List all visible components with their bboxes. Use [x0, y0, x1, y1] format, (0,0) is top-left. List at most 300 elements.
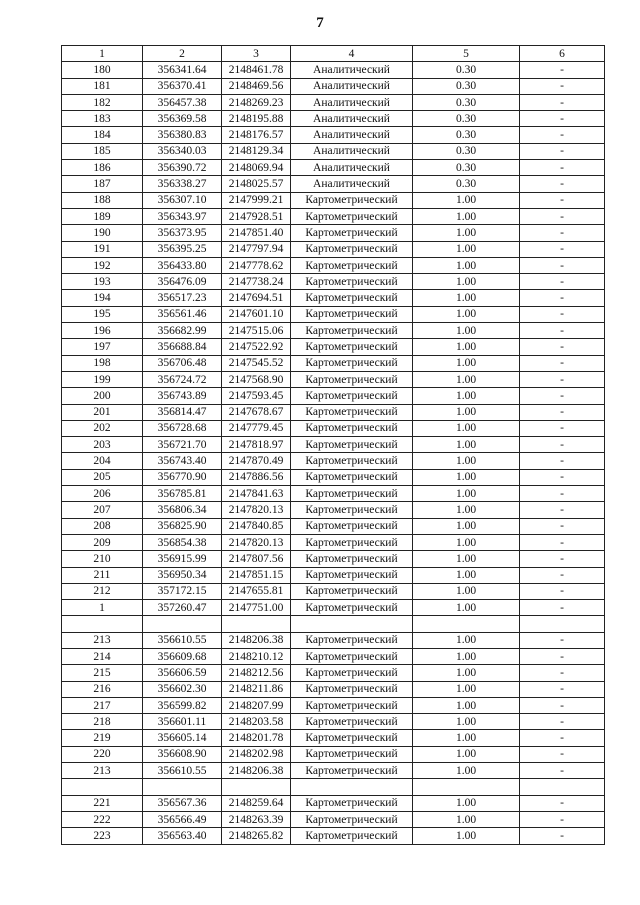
- point-number-cell: 185: [62, 143, 143, 159]
- accuracy-cell: 1.00: [413, 192, 520, 208]
- x-coordinate-cell: 356806.34: [143, 502, 222, 518]
- y-coordinate-cell: 2148269.23: [222, 94, 291, 110]
- y-coordinate-cell: 2148025.57: [222, 176, 291, 192]
- x-coordinate-cell: 356343.97: [143, 208, 222, 224]
- y-coordinate-cell: 2148195.88: [222, 111, 291, 127]
- table-row: [62, 811, 605, 827]
- note-cell: -: [520, 62, 605, 78]
- method-cell: Картометрический: [291, 534, 413, 550]
- y-coordinate-cell: 2148212.56: [222, 665, 291, 681]
- y-coordinate-cell: 2147840.85: [222, 518, 291, 534]
- point-number-cell: 220: [62, 746, 143, 762]
- x-coordinate-cell: 356307.10: [143, 192, 222, 208]
- y-coordinate-cell: 2147818.97: [222, 437, 291, 453]
- x-coordinate-cell: 356721.70: [143, 437, 222, 453]
- note-cell: -: [520, 306, 605, 322]
- point-number-cell: 203: [62, 437, 143, 453]
- point-number-cell: 222: [62, 811, 143, 827]
- accuracy-cell: 1.00: [413, 534, 520, 550]
- note-cell: -: [520, 518, 605, 534]
- method-cell: Аналитический: [291, 111, 413, 127]
- note-cell: -: [520, 404, 605, 420]
- x-coordinate-cell: 356682.99: [143, 323, 222, 339]
- table-row: [62, 632, 605, 648]
- x-coordinate-cell: 356517.23: [143, 290, 222, 306]
- y-coordinate-cell: 2148203.58: [222, 714, 291, 730]
- note-cell: -: [520, 828, 605, 844]
- x-coordinate-cell: 356608.90: [143, 746, 222, 762]
- table-row: [62, 746, 605, 762]
- point-number-cell: 206: [62, 486, 143, 502]
- method-cell: Аналитический: [291, 78, 413, 94]
- table-row: [62, 323, 605, 339]
- accuracy-cell: 1.00: [413, 306, 520, 322]
- accuracy-cell: 1.00: [413, 730, 520, 746]
- note-cell: -: [520, 176, 605, 192]
- point-number-cell: 200: [62, 388, 143, 404]
- accuracy-cell: 0.30: [413, 62, 520, 78]
- x-coordinate-cell: 356915.99: [143, 551, 222, 567]
- note-cell: -: [520, 127, 605, 143]
- accuracy-cell: 1.00: [413, 648, 520, 664]
- note-cell: -: [520, 469, 605, 485]
- table-row: [62, 241, 605, 257]
- point-number-cell: 208: [62, 518, 143, 534]
- table-row: [62, 616, 605, 632]
- note-cell: -: [520, 111, 605, 127]
- method-cell: Картометрический: [291, 632, 413, 648]
- point-number-cell: 190: [62, 225, 143, 241]
- note-cell: -: [520, 730, 605, 746]
- x-coordinate-cell: 356476.09: [143, 274, 222, 290]
- y-coordinate-cell: 2148201.78: [222, 730, 291, 746]
- y-coordinate-cell: 2147807.56: [222, 551, 291, 567]
- accuracy-cell: 1.00: [413, 486, 520, 502]
- coordinates-table: [61, 45, 605, 845]
- point-number-cell: 1: [62, 600, 143, 616]
- table-row: [62, 111, 605, 127]
- x-coordinate-cell: 356605.14: [143, 730, 222, 746]
- x-coordinate-cell: 356341.64: [143, 62, 222, 78]
- x-coordinate-cell: 356606.59: [143, 665, 222, 681]
- method-cell: Картометрический: [291, 811, 413, 827]
- method-cell: [291, 616, 413, 632]
- accuracy-cell: 1.00: [413, 290, 520, 306]
- note-cell: -: [520, 437, 605, 453]
- x-coordinate-cell: [143, 779, 222, 795]
- point-number-cell: 211: [62, 567, 143, 583]
- method-cell: Картометрический: [291, 192, 413, 208]
- table-row: [62, 127, 605, 143]
- method-cell: Картометрический: [291, 681, 413, 697]
- table-row: [62, 648, 605, 664]
- accuracy-cell: 1.00: [413, 632, 520, 648]
- note-cell: -: [520, 567, 605, 583]
- table-row: [62, 697, 605, 713]
- column-header-2: 2: [143, 46, 222, 62]
- y-coordinate-cell: 2147841.63: [222, 486, 291, 502]
- method-cell: Картометрический: [291, 371, 413, 387]
- point-number-cell: 221: [62, 795, 143, 811]
- y-coordinate-cell: 2147593.45: [222, 388, 291, 404]
- table-row: [62, 600, 605, 616]
- table-row: [62, 665, 605, 681]
- point-number-cell: 183: [62, 111, 143, 127]
- x-coordinate-cell: 356743.89: [143, 388, 222, 404]
- accuracy-cell: 1.00: [413, 567, 520, 583]
- point-number-cell: [62, 616, 143, 632]
- note-cell: -: [520, 811, 605, 827]
- method-cell: Аналитический: [291, 143, 413, 159]
- y-coordinate-cell: [222, 616, 291, 632]
- x-coordinate-cell: 356369.58: [143, 111, 222, 127]
- method-cell: Картометрический: [291, 225, 413, 241]
- column-header-4: 4: [291, 46, 413, 62]
- method-cell: Картометрический: [291, 583, 413, 599]
- accuracy-cell: 1.00: [413, 469, 520, 485]
- note-cell: -: [520, 681, 605, 697]
- x-coordinate-cell: 356854.38: [143, 534, 222, 550]
- x-coordinate-cell: 356728.68: [143, 420, 222, 436]
- accuracy-cell: 1.00: [413, 371, 520, 387]
- y-coordinate-cell: 2147751.00: [222, 600, 291, 616]
- note-cell: [520, 616, 605, 632]
- note-cell: -: [520, 94, 605, 110]
- y-coordinate-cell: 2147655.81: [222, 583, 291, 599]
- accuracy-cell: 1.00: [413, 339, 520, 355]
- x-coordinate-cell: 356609.68: [143, 648, 222, 664]
- table-row: [62, 795, 605, 811]
- y-coordinate-cell: 2148206.38: [222, 632, 291, 648]
- point-number-cell: 197: [62, 339, 143, 355]
- y-coordinate-cell: 2147738.24: [222, 274, 291, 290]
- accuracy-cell: 1.00: [413, 763, 520, 779]
- table-row: [62, 502, 605, 518]
- y-coordinate-cell: 2148210.12: [222, 648, 291, 664]
- x-coordinate-cell: 356566.49: [143, 811, 222, 827]
- table-row: [62, 437, 605, 453]
- table-row: [62, 225, 605, 241]
- y-coordinate-cell: 2147870.49: [222, 453, 291, 469]
- note-cell: -: [520, 665, 605, 681]
- point-number-cell: 217: [62, 697, 143, 713]
- point-number-cell: 191: [62, 241, 143, 257]
- y-coordinate-cell: 2147999.21: [222, 192, 291, 208]
- y-coordinate-cell: 2147601.10: [222, 306, 291, 322]
- method-cell: Картометрический: [291, 551, 413, 567]
- x-coordinate-cell: 356610.55: [143, 763, 222, 779]
- page-number: 7: [316, 15, 324, 31]
- point-number-cell: 207: [62, 502, 143, 518]
- note-cell: -: [520, 420, 605, 436]
- accuracy-cell: 1.00: [413, 551, 520, 567]
- note-cell: -: [520, 648, 605, 664]
- note-cell: -: [520, 192, 605, 208]
- accuracy-cell: 0.30: [413, 143, 520, 159]
- method-cell: Картометрический: [291, 404, 413, 420]
- x-coordinate-cell: 357260.47: [143, 600, 222, 616]
- method-cell: Картометрический: [291, 567, 413, 583]
- accuracy-cell: 1.00: [413, 502, 520, 518]
- column-header-6: 6: [520, 46, 605, 62]
- table-row: [62, 62, 605, 78]
- note-cell: -: [520, 371, 605, 387]
- y-coordinate-cell: 2147797.94: [222, 241, 291, 257]
- y-coordinate-cell: 2147779.45: [222, 420, 291, 436]
- point-number-cell: [62, 779, 143, 795]
- table-row: [62, 518, 605, 534]
- point-number-cell: 187: [62, 176, 143, 192]
- point-number-cell: 181: [62, 78, 143, 94]
- accuracy-cell: 1.00: [413, 714, 520, 730]
- point-number-cell: 209: [62, 534, 143, 550]
- method-cell: Картометрический: [291, 486, 413, 502]
- note-cell: -: [520, 241, 605, 257]
- x-coordinate-cell: 356706.48: [143, 355, 222, 371]
- y-coordinate-cell: 2148206.38: [222, 763, 291, 779]
- accuracy-cell: [413, 779, 520, 795]
- accuracy-cell: 1.00: [413, 795, 520, 811]
- point-number-cell: 193: [62, 274, 143, 290]
- y-coordinate-cell: 2147678.67: [222, 404, 291, 420]
- method-cell: Картометрический: [291, 241, 413, 257]
- method-cell: Картометрический: [291, 518, 413, 534]
- x-coordinate-cell: 356390.72: [143, 160, 222, 176]
- method-cell: Картометрический: [291, 388, 413, 404]
- table-row: [62, 290, 605, 306]
- method-cell: Картометрический: [291, 502, 413, 518]
- point-number-cell: 182: [62, 94, 143, 110]
- accuracy-cell: 1.00: [413, 420, 520, 436]
- note-cell: -: [520, 78, 605, 94]
- point-number-cell: 214: [62, 648, 143, 664]
- table-row: [62, 143, 605, 159]
- accuracy-cell: 1.00: [413, 208, 520, 224]
- table-row: [62, 714, 605, 730]
- point-number-cell: 180: [62, 62, 143, 78]
- point-number-cell: 184: [62, 127, 143, 143]
- table-row: [62, 486, 605, 502]
- y-coordinate-cell: 2147851.15: [222, 567, 291, 583]
- x-coordinate-cell: 356338.27: [143, 176, 222, 192]
- method-cell: Картометрический: [291, 306, 413, 322]
- x-coordinate-cell: 356814.47: [143, 404, 222, 420]
- accuracy-cell: 1.00: [413, 583, 520, 599]
- table-row: [62, 160, 605, 176]
- x-coordinate-cell: 356457.38: [143, 94, 222, 110]
- note-cell: -: [520, 388, 605, 404]
- table-row: [62, 828, 605, 844]
- y-coordinate-cell: 2148263.39: [222, 811, 291, 827]
- method-cell: Картометрический: [291, 600, 413, 616]
- method-cell: Картометрический: [291, 420, 413, 436]
- accuracy-cell: 1.00: [413, 600, 520, 616]
- table-row: [62, 681, 605, 697]
- note-cell: -: [520, 697, 605, 713]
- x-coordinate-cell: 356950.34: [143, 567, 222, 583]
- note-cell: -: [520, 355, 605, 371]
- method-cell: Картометрический: [291, 648, 413, 664]
- x-coordinate-cell: 357172.15: [143, 583, 222, 599]
- table-header: [62, 46, 605, 62]
- method-cell: Картометрический: [291, 274, 413, 290]
- x-coordinate-cell: 356395.25: [143, 241, 222, 257]
- note-cell: -: [520, 143, 605, 159]
- accuracy-cell: 1.00: [413, 257, 520, 273]
- accuracy-cell: 0.30: [413, 127, 520, 143]
- y-coordinate-cell: 2147851.40: [222, 225, 291, 241]
- table-row: [62, 534, 605, 550]
- note-cell: -: [520, 534, 605, 550]
- method-cell: Картометрический: [291, 665, 413, 681]
- accuracy-cell: 1.00: [413, 404, 520, 420]
- method-cell: Картометрический: [291, 208, 413, 224]
- note-cell: -: [520, 274, 605, 290]
- point-number-cell: 198: [62, 355, 143, 371]
- x-coordinate-cell: 356599.82: [143, 697, 222, 713]
- table-row: [62, 730, 605, 746]
- accuracy-cell: 0.30: [413, 176, 520, 192]
- note-cell: -: [520, 600, 605, 616]
- x-coordinate-cell: [143, 616, 222, 632]
- note-cell: -: [520, 632, 605, 648]
- note-cell: -: [520, 502, 605, 518]
- note-cell: -: [520, 225, 605, 241]
- y-coordinate-cell: 2147515.06: [222, 323, 291, 339]
- point-number-cell: 196: [62, 323, 143, 339]
- table-row: [62, 453, 605, 469]
- point-number-cell: 202: [62, 420, 143, 436]
- accuracy-cell: [413, 616, 520, 632]
- note-cell: -: [520, 583, 605, 599]
- y-coordinate-cell: 2148069.94: [222, 160, 291, 176]
- method-cell: Аналитический: [291, 127, 413, 143]
- note-cell: -: [520, 551, 605, 567]
- x-coordinate-cell: 356602.30: [143, 681, 222, 697]
- accuracy-cell: 1.00: [413, 746, 520, 762]
- table-row: [62, 404, 605, 420]
- column-header-5: 5: [413, 46, 520, 62]
- table-row: [62, 469, 605, 485]
- method-cell: Картометрический: [291, 437, 413, 453]
- x-coordinate-cell: 356561.46: [143, 306, 222, 322]
- point-number-cell: 194: [62, 290, 143, 306]
- y-coordinate-cell: 2147545.52: [222, 355, 291, 371]
- point-number-cell: 213: [62, 763, 143, 779]
- x-coordinate-cell: 356563.40: [143, 828, 222, 844]
- y-coordinate-cell: 2147886.56: [222, 469, 291, 485]
- note-cell: -: [520, 257, 605, 273]
- point-number-cell: 201: [62, 404, 143, 420]
- accuracy-cell: 1.00: [413, 355, 520, 371]
- table-row: [62, 339, 605, 355]
- y-coordinate-cell: 2148469.56: [222, 78, 291, 94]
- note-cell: -: [520, 746, 605, 762]
- accuracy-cell: 1.00: [413, 323, 520, 339]
- table-row: [62, 78, 605, 94]
- y-coordinate-cell: [222, 779, 291, 795]
- table-row: [62, 551, 605, 567]
- accuracy-cell: 1.00: [413, 665, 520, 681]
- x-coordinate-cell: 356724.72: [143, 371, 222, 387]
- note-cell: -: [520, 486, 605, 502]
- table-row: [62, 583, 605, 599]
- y-coordinate-cell: 2147568.90: [222, 371, 291, 387]
- method-cell: Аналитический: [291, 94, 413, 110]
- accuracy-cell: 0.30: [413, 160, 520, 176]
- x-coordinate-cell: 356770.90: [143, 469, 222, 485]
- column-header-1: 1: [62, 46, 143, 62]
- note-cell: -: [520, 795, 605, 811]
- method-cell: Картометрический: [291, 290, 413, 306]
- x-coordinate-cell: 356610.55: [143, 632, 222, 648]
- point-number-cell: 195: [62, 306, 143, 322]
- y-coordinate-cell: 2148176.57: [222, 127, 291, 143]
- table-row: [62, 420, 605, 436]
- point-number-cell: 210: [62, 551, 143, 567]
- table-row: [62, 192, 605, 208]
- accuracy-cell: 1.00: [413, 828, 520, 844]
- method-cell: Аналитический: [291, 160, 413, 176]
- method-cell: Картометрический: [291, 469, 413, 485]
- method-cell: Картометрический: [291, 714, 413, 730]
- accuracy-cell: 1.00: [413, 241, 520, 257]
- y-coordinate-cell: 2147820.13: [222, 502, 291, 518]
- y-coordinate-cell: 2147778.62: [222, 257, 291, 273]
- y-coordinate-cell: 2148202.98: [222, 746, 291, 762]
- x-coordinate-cell: 356567.36: [143, 795, 222, 811]
- method-cell: Картометрический: [291, 339, 413, 355]
- accuracy-cell: 0.30: [413, 94, 520, 110]
- y-coordinate-cell: 2148461.78: [222, 62, 291, 78]
- method-cell: Картометрический: [291, 828, 413, 844]
- method-cell: Картометрический: [291, 795, 413, 811]
- table-row: [62, 176, 605, 192]
- accuracy-cell: 1.00: [413, 274, 520, 290]
- note-cell: -: [520, 208, 605, 224]
- table-row: [62, 371, 605, 387]
- accuracy-cell: 1.00: [413, 811, 520, 827]
- method-cell: Картометрический: [291, 697, 413, 713]
- table-row: [62, 567, 605, 583]
- accuracy-cell: 1.00: [413, 453, 520, 469]
- point-number-cell: 213: [62, 632, 143, 648]
- point-number-cell: 189: [62, 208, 143, 224]
- table-row: [62, 779, 605, 795]
- note-cell: -: [520, 714, 605, 730]
- note-cell: -: [520, 453, 605, 469]
- method-cell: Аналитический: [291, 176, 413, 192]
- accuracy-cell: 1.00: [413, 437, 520, 453]
- table-row: [62, 763, 605, 779]
- y-coordinate-cell: 2147522.92: [222, 339, 291, 355]
- accuracy-cell: 1.00: [413, 681, 520, 697]
- table-row: [62, 355, 605, 371]
- x-coordinate-cell: 356688.84: [143, 339, 222, 355]
- y-coordinate-cell: 2148265.82: [222, 828, 291, 844]
- x-coordinate-cell: 356825.90: [143, 518, 222, 534]
- method-cell: Картометрический: [291, 453, 413, 469]
- point-number-cell: 219: [62, 730, 143, 746]
- x-coordinate-cell: 356340.03: [143, 143, 222, 159]
- point-number-cell: 205: [62, 469, 143, 485]
- y-coordinate-cell: 2147928.51: [222, 208, 291, 224]
- method-cell: Картометрический: [291, 323, 413, 339]
- accuracy-cell: 0.30: [413, 78, 520, 94]
- table-row: [62, 274, 605, 290]
- column-header-3: 3: [222, 46, 291, 62]
- accuracy-cell: 0.30: [413, 111, 520, 127]
